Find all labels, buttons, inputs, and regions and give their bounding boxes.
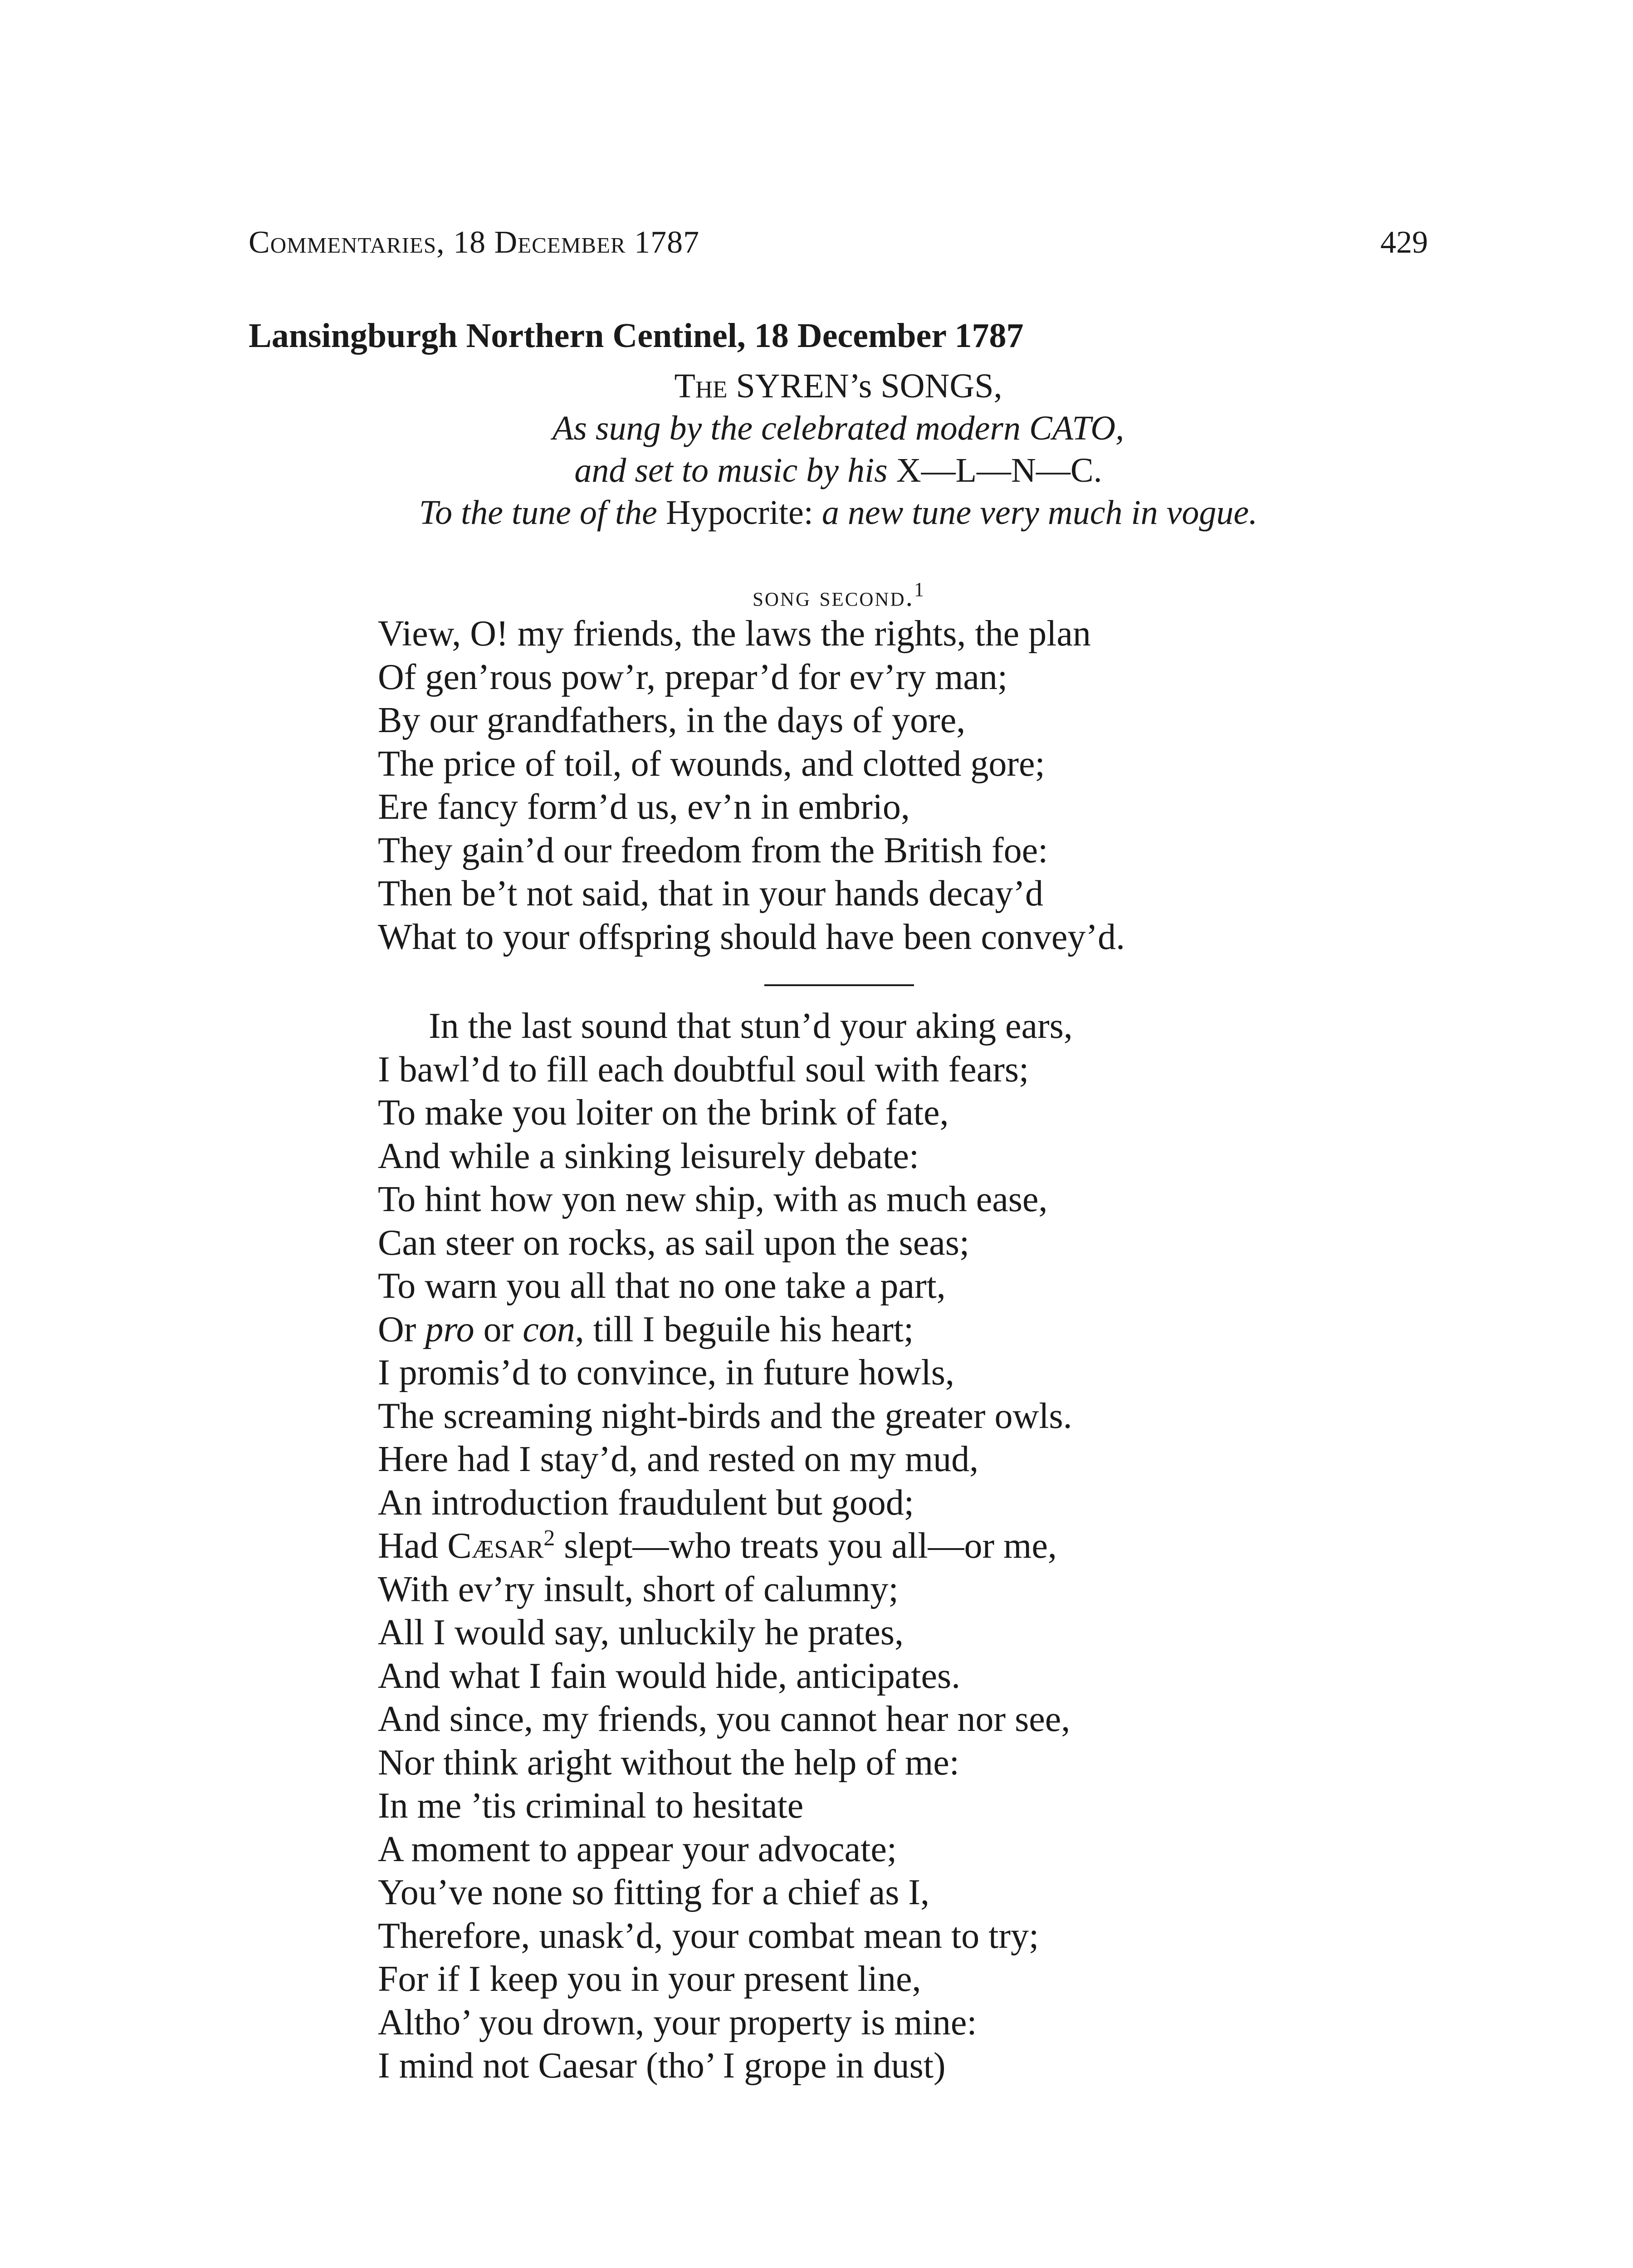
verse-line: What to your offspring should have been convey’d. bbox=[378, 917, 1125, 957]
verse-line: In the last sound that stun’d your aking ears, bbox=[429, 1006, 1073, 1046]
poem-title-name: SYREN’s bbox=[736, 367, 872, 405]
caesar-name: Cæsar bbox=[447, 1526, 544, 1566]
verse-line-pro-con bbox=[378, 1308, 1073, 1352]
verse-line: Therefore, unask’d, your combat mean to try; bbox=[378, 1916, 1039, 1956]
verse-line: For if I keep you in your present line, bbox=[378, 1959, 921, 1999]
verse-line: To make you loiter on the brink of fate, bbox=[378, 1093, 949, 1133]
poem-title-article: The bbox=[674, 367, 728, 405]
poem-subtitle-line-4-italic-a: To the tune of the bbox=[419, 494, 657, 532]
poem-subtitle-line-3 bbox=[249, 450, 1428, 492]
poem-heading bbox=[249, 365, 1428, 534]
verse-line: An introduction fraudulent but good; bbox=[378, 1482, 914, 1523]
verse-line-caesar bbox=[378, 1525, 1073, 1568]
poem-subtitle-line-2: As sung by the celebrated modern CATO, bbox=[552, 409, 1125, 447]
verse-italic-con: con bbox=[523, 1309, 575, 1349]
source-title: Lansingburgh Northern Centinel, 18 December 1787 bbox=[249, 317, 1024, 355]
verse-text: or bbox=[483, 1309, 514, 1349]
verse-line: And what I fain would hide, anticipates. bbox=[378, 1656, 961, 1696]
verse-text: slept—who treats you all—or me, bbox=[564, 1526, 1057, 1566]
verse-text: Had bbox=[378, 1526, 439, 1566]
verse-line: By our grandfathers, in the days of yore, bbox=[378, 700, 966, 740]
poem-subtitle-line-4-italic-b: a new tune very much in vogue. bbox=[821, 494, 1258, 532]
verse-line: View, O! my friends, the laws the rights, the plan bbox=[378, 614, 1091, 654]
verse-line: Ere fancy form’d us, ev’n in embrio, bbox=[378, 787, 910, 827]
verse-italic-pro: pro bbox=[425, 1309, 474, 1349]
verse-line: They gain’d our freedom from the British foe: bbox=[378, 830, 1048, 870]
verse-line: To warn you all that no one take a part, bbox=[378, 1266, 946, 1306]
verse-line: To hint how yon new ship, with as much ease, bbox=[378, 1179, 1048, 1219]
stanza-1 bbox=[378, 612, 1125, 959]
verse-line: All I would say, unluckily he prates, bbox=[378, 1613, 904, 1652]
stanza-2 bbox=[378, 1005, 1073, 2088]
poem-subtitle-line-3-roman: X—L—N—C. bbox=[896, 451, 1102, 489]
verse-line: In me ’tis criminal to hesitate bbox=[378, 1786, 804, 1826]
footnote-ref-2: 2 bbox=[543, 1525, 555, 1550]
poem-subtitle-line-4 bbox=[249, 492, 1428, 534]
song-label-text: song second. bbox=[752, 581, 914, 612]
poem-title-songs: SONGS, bbox=[880, 367, 1002, 405]
footnote-ref-1: 1 bbox=[914, 578, 924, 601]
verse-line: The price of toil, of wounds, and clotted gore; bbox=[378, 743, 1045, 784]
running-head bbox=[249, 222, 1428, 263]
song-label bbox=[249, 569, 1428, 617]
page-number: 429 bbox=[1380, 225, 1428, 260]
verse-line: I bawl’d to fill each doubtful soul with fears; bbox=[378, 1049, 1029, 1090]
verse-line: I promis’d to convince, in future howls, bbox=[378, 1353, 954, 1393]
verse-line: Nor think aright without the help of me: bbox=[378, 1742, 959, 1783]
verse-line: Then be’t not said, that in your hands decay’d bbox=[378, 874, 1044, 914]
verse-line: A moment to appear your advocate; bbox=[378, 1829, 897, 1869]
verse-line: With ev’ry insult, short of calumny; bbox=[378, 1569, 899, 1609]
verse-line: Here had I stay’d, and rested on my mud, bbox=[378, 1439, 979, 1479]
verse-line: Of gen’rous pow’r, prepar’d for ev’ry man; bbox=[378, 657, 1008, 697]
verse-line: Can steer on rocks, as sail upon the seas; bbox=[378, 1222, 970, 1263]
verse-line: And while a sinking leisurely debate: bbox=[378, 1136, 919, 1176]
verse-line: And since, my friends, you cannot hear nor see, bbox=[378, 1699, 1071, 1739]
running-head-title: Commentaries, 18 December 1787 bbox=[249, 225, 700, 260]
verse-text: Or bbox=[378, 1309, 416, 1349]
poem-subtitle-line-4-roman: Hypocrite: bbox=[665, 494, 813, 532]
verse-line: Altho’ you drown, your property is mine: bbox=[378, 2002, 977, 2043]
verse-text: , till I beguile his heart; bbox=[575, 1309, 914, 1349]
verse-line: The screaming night-birds and the greater owls. bbox=[378, 1396, 1072, 1436]
poem-title bbox=[249, 365, 1428, 407]
verse-line: You’ve none so fitting for a chief as I, bbox=[378, 1872, 930, 1912]
poem-subtitle-line-3-italic: and set to music by his bbox=[574, 451, 888, 489]
verse-line: I mind not Caesar (tho’ I grope in dust) bbox=[378, 2046, 946, 2086]
stanza-divider bbox=[764, 984, 914, 986]
